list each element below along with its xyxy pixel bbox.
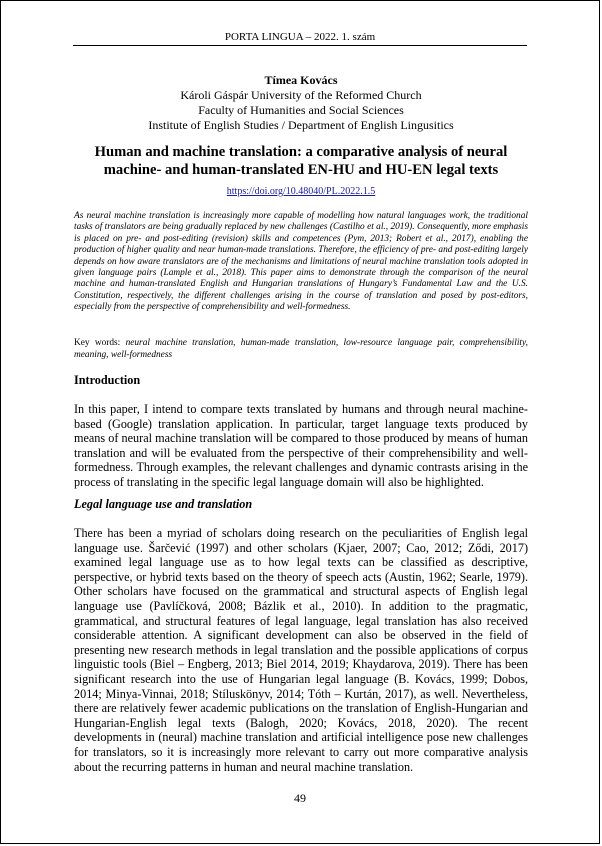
affiliation-institute: Institute of English Studies / Department of English Lingusitics [148,118,454,132]
doi-link[interactable]: https://doi.org/10.48040/PL.2022.1.5 [226,186,376,197]
author-block [74,73,528,133]
abstract: As neural machine translation is increasingly more capable of modelling how natural languages work, the traditional tasks of translators are being gradually replaced by new challenges (Castilho et al., 2019). Consequently, more emphasis is placed on pre- and post-editing (revision) skills and competences (Pym, 2013; Robert et al., 2017), enabling the production of higher quality and near human-made translations. Therefore, the efficiency of pre- and post-editing largely depends on how aware translators are of the mechanisms and limitations of neural machine translation tools adopted in given language pairs (Lample et al., 2018). This paper aims to demonstrate through the comparison of the neural machine and human-translated English and Hungarian translations of Hungary’s Fundamental Law and the U.S. Constitution, respectively, the different challenges arising in the course of translation and posed by post-editors, especially from the perspective of comprehensibility and well-formedness. [74,211,528,313]
keywords-label: Key words: [74,338,121,348]
section-heading-introduction: Introduction [74,373,141,387]
author-name: Tímea Kovács [264,73,338,87]
page-number: 49 [294,791,306,805]
affiliation-faculty: Faculty of Humanities and Social Sciences [198,103,404,117]
running-header: PORTA LINGUA – 2022. 1. szám [224,31,376,43]
paragraph-introduction: In this paper, I intend to compare texts translated by humans and through neural machine-based (Google) translation application. In particular, target language texts produced by means of neural machine translation will be compared to those produced by means of human translation and will be evaluated from the perspective of their comprehensibility and well-formedness. Through examples, the relevant challenges and dynamic contrasts arising in the process of translating in the specific legal language domain will also be highlighted. [74,402,528,489]
affiliation-university: Károli Gáspár University of the Reformed Church [180,88,422,102]
doi-line [74,186,528,197]
article-title: Human and machine translation: a comparative analysis of neural machine- and human-translated EN-HU and HU-EN legal texts [94,144,508,178]
keywords [74,337,528,361]
section-heading-legal-language: Legal language use and translation [74,497,253,511]
paragraph-legal-language: There has been a myriad of scholars doing research on the peculiarities of English legal language use. Šarčević (1997) and other scholars (Kjaer, 2007; Cao, 2012; Ződi, 2017) examined legal language use as to how legal texts can be classified as descriptive, perspective, or hybrid texts based on the theory of speech acts (Austin, 1962; Searle, 1979). Other scholars have focused on the grammatical and structural aspects of English legal language use (Pavlíčková, 2008; Bázlik et al., 2010). In addition to the pragmatic, grammatical, and structural features of legal language, legal translation has also received considerable attention. A significant development can also be observed in the field of presenting new research methods in legal translation and the possible applications of corpus linguistic tools (Biel – Engberg, 2013; Biel 2014, 2019; Khaydarova, 2019). There has been significant research into the use of Hungarian legal language (B. Kovács, 1999; Dobos, 2014; Minya-Vinnai, 2018; Stíluskönyv, 2014; Tóth – Kurtán, 2017), as well. Nevertheless, there are relatively fewer academic publications on the translation of English-Hungarian and Hungarian-English legal texts (Balogh, 2020; Kovács, 2018, 2020). The recent developments in (neural) machine translation and artificial intelligence pose new challenges for translators, so it is increasingly more relevant to carry out more comparative analysis about the recurring patterns in human and neural machine translation. [74,526,528,774]
header-rule [73,45,527,46]
keywords-values: neural machine translation, human-made translation, low-resource language pair, comprehensibility, meaning, well-formedness [74,338,528,360]
